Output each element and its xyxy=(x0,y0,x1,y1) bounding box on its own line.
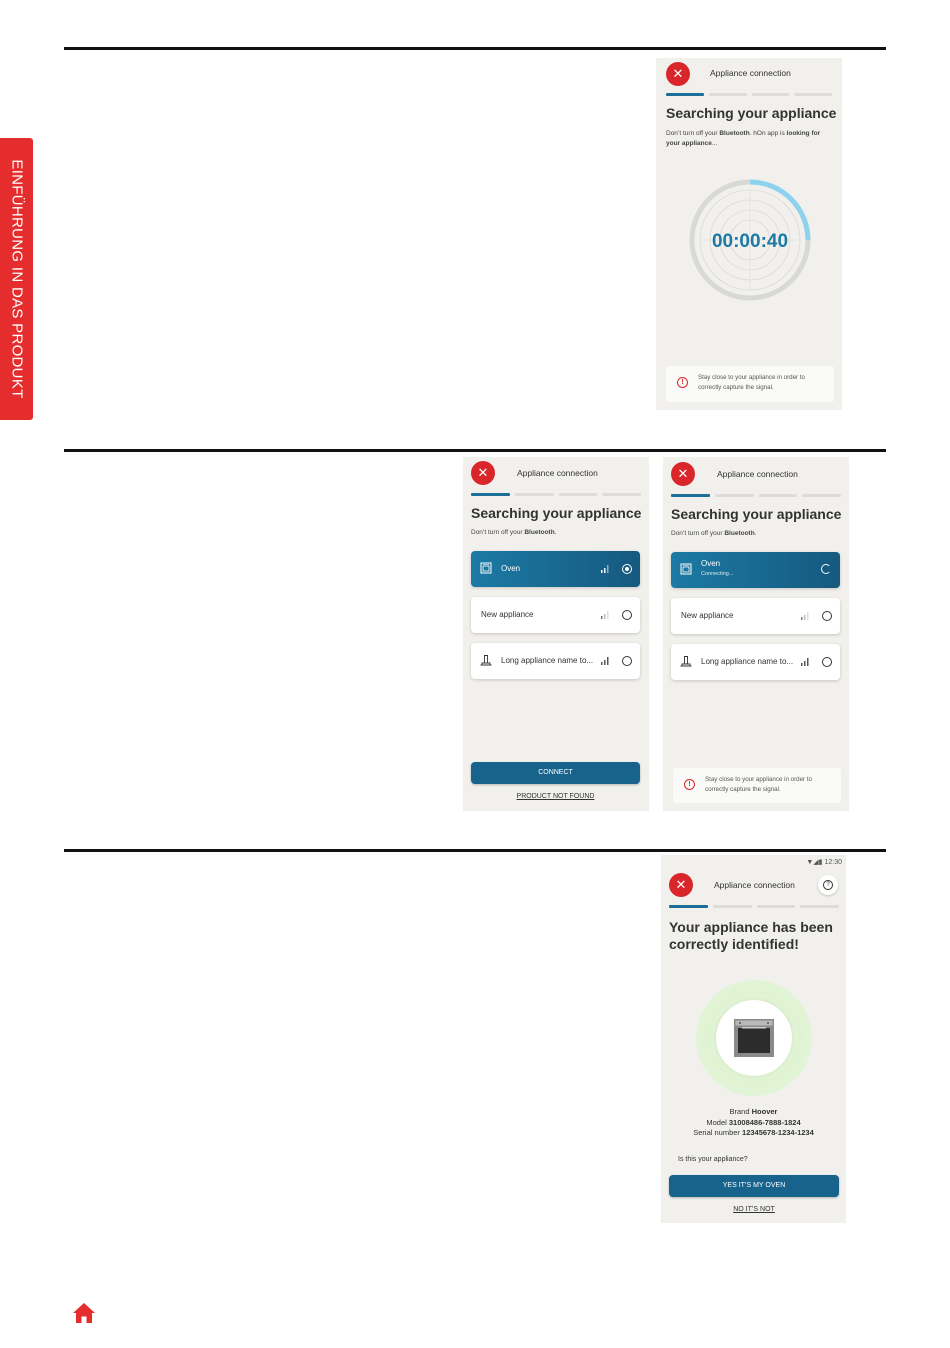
screen-header-title: Appliance connection xyxy=(517,468,598,478)
signal-tip-box xyxy=(666,366,834,402)
oven-icon xyxy=(680,563,692,575)
appliance-details xyxy=(661,1107,846,1139)
status-bar xyxy=(806,858,842,866)
signal-tip-text: Stay close to your appliance in order to correctly capture the signal. xyxy=(698,374,805,391)
phone-screen-appliance-identified xyxy=(661,855,846,1223)
connect-button[interactable]: CONNECT xyxy=(471,762,640,784)
screen-header-title: Appliance connection xyxy=(714,880,795,890)
step-progress-bar xyxy=(471,493,641,496)
signal-tip-box xyxy=(673,768,841,803)
screen-title: Searching your appliance xyxy=(671,506,842,522)
screen-title: Searching your appliance xyxy=(471,505,642,521)
screen-subtitle: Don’t turn off your Bluetooth. xyxy=(671,530,757,537)
screen-header-title: Appliance connection xyxy=(717,469,798,479)
oven-icon xyxy=(480,562,492,574)
signal-strength-icon xyxy=(600,656,610,665)
help-icon: ? xyxy=(823,880,833,890)
connection-status: Connecting... xyxy=(701,571,734,577)
appliance-option-new[interactable] xyxy=(471,597,640,633)
signal-strength-icon xyxy=(600,610,610,619)
model-row: Model 31008486-7888-1824 xyxy=(706,1117,801,1127)
appliance-option-label: Long appliance name to... xyxy=(501,656,594,665)
screen-title xyxy=(669,919,844,953)
radio-button[interactable] xyxy=(822,657,832,667)
close-button[interactable]: ✕ xyxy=(471,461,495,485)
chapter-side-tab-label: EINFÜHRUNG IN DAS PRODUKT xyxy=(8,159,25,399)
radio-button[interactable] xyxy=(622,656,632,666)
appliance-option-label: Long appliance name to... xyxy=(701,657,794,666)
radio-button[interactable] xyxy=(822,611,832,621)
hood-icon xyxy=(680,655,692,667)
screen-title-line-1: Your appliance has been xyxy=(669,919,833,935)
hood-icon xyxy=(480,654,492,666)
appliance-halo xyxy=(696,980,812,1096)
brand-row: Brand Hoover xyxy=(729,1107,778,1116)
section-divider-3 xyxy=(64,849,886,852)
search-timer-dial xyxy=(685,175,815,305)
screen-header-title: Appliance connection xyxy=(710,68,791,78)
appliance-option-oven[interactable] xyxy=(671,552,840,588)
home-icon[interactable] xyxy=(72,1302,96,1324)
screen-subtitle: Don’t turn off your Bluetooth. hOn app is looking for your appliance... xyxy=(666,130,821,147)
phone-screen-searching-timer xyxy=(656,58,842,410)
appliance-option-label: New appliance xyxy=(481,610,534,619)
loading-spinner-icon xyxy=(821,564,831,574)
step-progress-bar xyxy=(671,494,841,497)
appliance-option-long-name[interactable] xyxy=(671,644,840,680)
screen-subtitle: Don’t turn off your Bluetooth. xyxy=(471,529,557,536)
serial-row: Serial number 12345678-1234-1234 xyxy=(693,1128,814,1137)
warning-icon: ! xyxy=(684,779,695,790)
product-not-found-link[interactable]: PRODUCT NOT FOUND xyxy=(516,793,595,800)
step-progress-bar xyxy=(666,93,832,96)
appliance-option-oven[interactable] xyxy=(471,551,640,587)
timer-readout: 00:00:40 xyxy=(711,231,789,252)
warning-icon: ! xyxy=(677,377,688,388)
close-button[interactable]: ✕ xyxy=(669,873,693,897)
status-time: 12:30 xyxy=(824,859,842,866)
wifi-icon: ▼◢▮ xyxy=(806,859,823,866)
close-button[interactable]: ✕ xyxy=(671,462,695,486)
help-button[interactable] xyxy=(818,875,838,895)
appliance-image-circle xyxy=(716,1000,792,1076)
signal-strength-icon xyxy=(800,657,810,666)
chapter-side-tab xyxy=(0,138,33,420)
no-its-not-link[interactable]: NO IT’S NOT xyxy=(733,1206,775,1213)
screen-title-line-2: correctly identified! xyxy=(669,936,799,952)
close-button[interactable]: ✕ xyxy=(666,62,690,86)
appliance-option-label: Oven xyxy=(701,559,721,568)
radio-button[interactable] xyxy=(622,610,632,620)
step-progress-bar xyxy=(669,905,839,908)
oven-appliance-image xyxy=(734,1019,774,1057)
confirmation-question: Is this your appliance? xyxy=(678,1156,748,1163)
phone-screen-appliance-list xyxy=(463,457,649,811)
screen-title: Searching your appliance xyxy=(666,105,837,121)
yes-its-my-oven-button[interactable]: YES IT’S MY OVEN xyxy=(669,1175,839,1197)
radio-button[interactable] xyxy=(622,564,632,574)
section-divider-1 xyxy=(64,47,886,50)
appliance-option-long-name[interactable] xyxy=(471,643,640,679)
section-divider-2 xyxy=(64,449,886,452)
appliance-option-label: New appliance xyxy=(681,611,734,620)
appliance-option-label: Oven xyxy=(501,564,521,573)
phone-screen-appliance-connecting xyxy=(663,457,849,811)
signal-strength-icon xyxy=(600,564,610,573)
signal-tip-text: Stay close to your appliance in order to correctly capture the signal. xyxy=(705,776,812,793)
signal-strength-icon xyxy=(800,611,810,620)
appliance-option-new[interactable] xyxy=(671,598,840,634)
